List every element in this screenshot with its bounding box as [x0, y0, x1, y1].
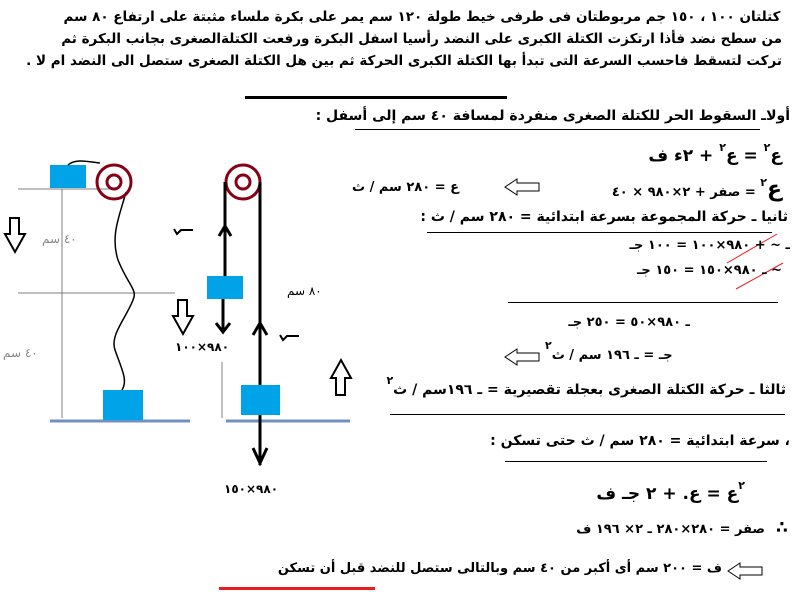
- conclusion-red-underline: [219, 587, 375, 590]
- part2-equation-2: ~ ـ ٩٨٠×١٥٠ = ١٥٠ جـ: [636, 263, 782, 278]
- up-arrow-icon-right: [331, 360, 351, 395]
- part3-heading: ثالثا ـ حركة الكتلة الصغرى بعجلة تقصيرية = ـ ١٩٦سم / ث$^٢$: [386, 374, 786, 398]
- problem-line-2: من سطح نضد فأذا ارتكزت الكتلة الكبرى على النضد رأسيا اسفل البكرة ورفعت الكتلةالصغرى بجانب البكرة ثم: [61, 31, 782, 47]
- part3-underline: [390, 414, 785, 415]
- distance-label-bottom: ٤٠ سم: [3, 346, 38, 360]
- distance-label-top: ٤٠ سم: [42, 232, 77, 246]
- pulley-right-outer: [226, 165, 260, 199]
- part1-result: ع = ٢٨٠ سم / ث: [352, 180, 460, 195]
- part1-heading: أولاـ السقوط الحر للكتلة الصغرى منفردة لمسافة ٤٠ سم إلى أسفل :: [315, 108, 790, 124]
- small-block-hanging: [207, 276, 243, 299]
- part3-sub-underline: [505, 461, 767, 462]
- therefore-symbol: ∴: [776, 518, 788, 538]
- problem-line-3: تركت لتسقط فاحسب السرعة التى تبدأ بها الكتلة الكبرى الحركة ثم بين هل الكتلة الصغرى ستصل الى النضد ام لا .: [26, 53, 782, 69]
- implies-arrow-icon-2: [505, 349, 539, 365]
- conclusion-highlight: ستصل للنضد قبل أن تسكن: [277, 561, 453, 576]
- part1-equation-2: ع$^٢$ = صفر + ٢×٩٨٠ × ٤٠: [611, 176, 782, 202]
- part2-result: جـ = ـ ١٩٦ سم / ث$^٢$: [545, 339, 673, 363]
- weight-large-label: ٩٨٠×١٥٠: [224, 482, 279, 496]
- down-arrow-icon-middle: [173, 300, 193, 334]
- pulley-right-inner: [236, 175, 250, 189]
- large-block-right: [241, 385, 280, 415]
- part3-equation-2: صفر = ٢٨٠×٢٨٠ ـ ٢× ١٩٦ ف: [576, 522, 765, 537]
- tension-arrow-up-small: [219, 226, 231, 240]
- part2-equation-3: ـ ٩٨٠×٥٠ = ٢٥٠ جـ: [568, 315, 690, 330]
- small-block-raised: [50, 165, 86, 188]
- tension-mark-2: [280, 335, 299, 340]
- height-label: ٨٠ سم: [287, 284, 322, 298]
- part2-underline: [427, 232, 772, 233]
- part3-subheading: ، سرعة ابتدائية = ٢٨٠ سم / ث حتى تسكن :: [490, 433, 790, 449]
- sum-line: [508, 302, 778, 303]
- problem-line-1: كتلتان ١٠٠ ، ١٥٠ جم مربوطتان فى طرفى خيط طولة ١٢٠ سم يمر على بكرة ملساء مثبتة على ارتفاع ٨٠ سم: [63, 9, 781, 25]
- pulley-left-inner: [107, 175, 121, 189]
- part2-heading: ثانيا ـ حركة المجموعة بسرعة ابتدائية = ٢٨٠ سم / ث :: [420, 209, 788, 225]
- down-arrow-icon-left: [5, 218, 25, 252]
- part2-equation-1: ـ ~ + ٩٨٠×١٠٠ = ١٠٠ جـ: [629, 238, 790, 253]
- implies-arrow-icon-3: [728, 563, 762, 579]
- implies-arrow-icon-1: [505, 179, 539, 195]
- tension-mark-1: [174, 229, 193, 234]
- large-block-left: [103, 390, 143, 420]
- weight-arrow-down-small: [216, 299, 230, 332]
- pulley-left-outer: [97, 165, 131, 199]
- part1-underline: [355, 129, 760, 130]
- conclusion-line: ف = ٢٠٠ سم أى أكبر من ٤٠ سم وبالتالى ستصل للنضد قبل أن تسكن: [277, 561, 722, 576]
- part1-equation-1: ع$^٢$ = ع$^٢$ + ٢ء ف: [648, 141, 782, 166]
- part3-equation-1: $^٢$ع = ع. + ٢ جـ ف: [596, 479, 745, 504]
- weight-small-label: ٩٨٠×١٠٠: [175, 340, 230, 354]
